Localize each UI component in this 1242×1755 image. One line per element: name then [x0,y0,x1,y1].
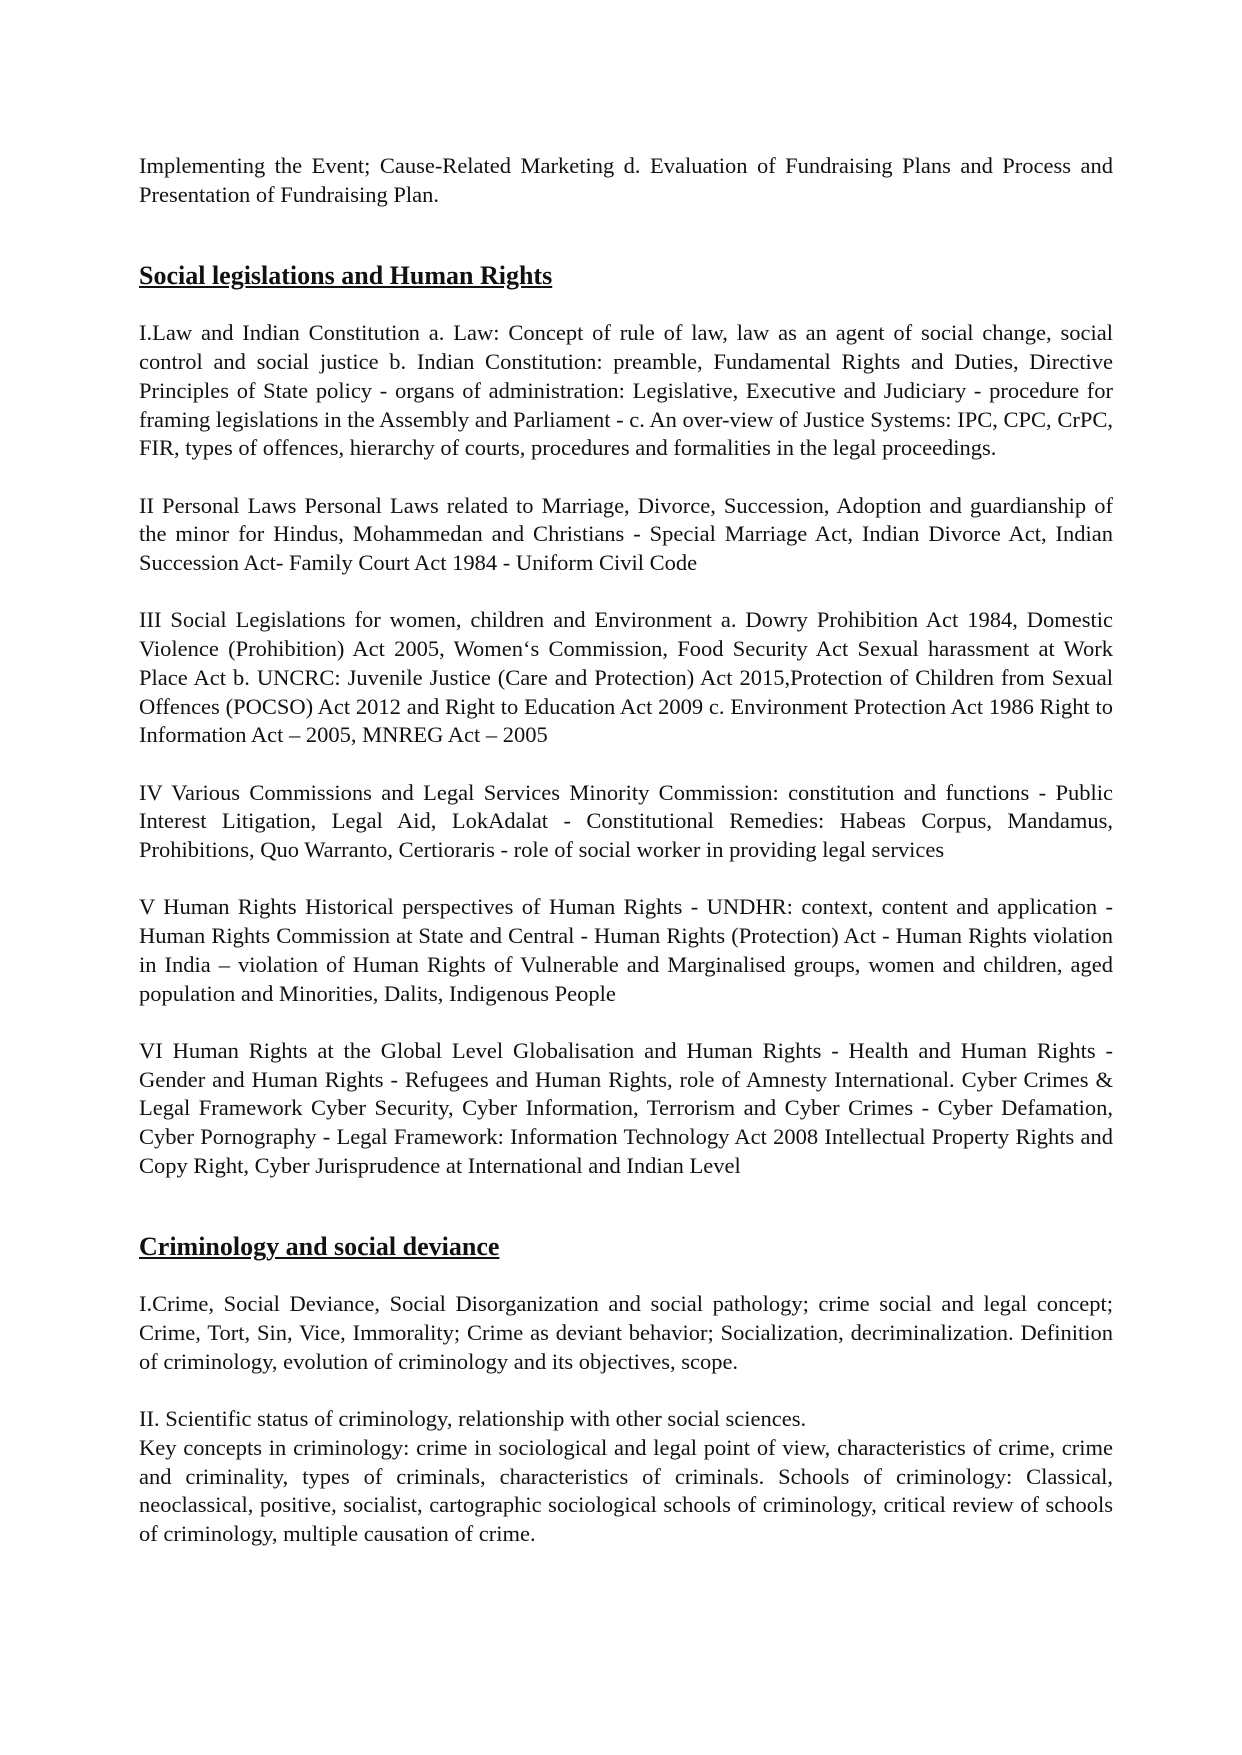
paragraph-key-concepts: Key concepts in criminology: crime in sociological and legal point of view, characteristics of crime, crime and criminality, types of criminals, characteristics of criminals. Schools of criminology: Classical, neoclassical, positive, socialist, cartographic sociological schools of criminology, critical review of schools of criminology, multiple causation of crime. [139,1434,1113,1547]
paragraph-human-rights: V Human Rights Historical perspectives of Human Rights - UNDHR: context, content and application - Human Rights Commission at State and Central - Human Rights (Protection) Act - Human Rights violation in India – violation of Human Rights of Vulnerable and Marginalised groups, women and children, aged population and Minorities, Dalits, Indigenous People [139,894,1113,1006]
paragraph-crime-deviance: I.Crime, Social Deviance, Social Disorganization and social pathology; crime social and legal concept; Crime, Tort, Sin, Vice, Immorality; Crime as deviant behavior; Socialization, decriminalization. Definition of criminology, evolution of criminology and its objectives, scope. [139,1291,1113,1374]
paragraph-law-constitution: I.Law and Indian Constitution a. Law: Concept of rule of law, law as an agent of social change, social control and social justice b. Indian Constitution: preamble, Fundamental Rights and Duties, Directive Principles of State policy - organs of administration: Legislative, Executive and Judiciary - procedure for framing legislations in the Assembly and Parliament - c. An over-view of Justice Systems: IPC, CPC, CrPC, FIR, types of offences, hierarchy of courts, procedures and formalities in the legal proceedings. [139,320,1113,461]
paragraph-personal-laws: II Personal Laws Personal Laws related to Marriage, Divorce, Succession, Adoption and guardianship of the minor for Hindus, Mohammedan and Christians - Special Marriage Act, Indian Divorce Act, Indian Succession Act- Family Court Act 1984 - Uniform Civil Code [139,492,1113,576]
document-page [139,152,1113,1549]
paragraph-social-legislations: III Social Legislations for women, children and Environment a. Dowry Prohibition Act 1984, Domestic Violence (Prohibition) Act 2005, Women‘s Commission, Food Security Act Sexual harassment at Work Place Act b. UNCRC: Juvenile Justice (Care and Protection) Act 2015,Protection of Children from Sexual Offences (POCSO) Act 2012 and Right to Education Act 2009 c. Environment Protection Act 1986 Right to Information Act – 2005, MNREG Act – 2005 [139,607,1113,748]
paragraph-global-human-rights: VI Human Rights at the Global Level Globalisation and Human Rights - Health and Human Rights - Gender and Human Rights - Refugees and Human Rights, role of Amnesty International. Cyber Crimes & Legal Framework Cyber Security, Cyber Information, Terrorism and Cyber Crimes - Cyber Defamation, Cyber Pornography - Legal Framework: Information Technology Act 2008 Intellectual Property Rights and Copy Right, Cyber Jurisprudence at International and Indian Level [139,1037,1113,1178]
paragraph-scientific-status: II. Scientific status of criminology, relationship with other social sciences. [139,1406,807,1432]
intro-paragraph: Implementing the Event; Cause-Related Marketing d. Evaluation of Fundraising Plans and Process and Presentation of Fundraising Plan. [139,153,1113,207]
section-heading-social-legislations: Social legislations and Human Rights [139,261,553,291]
paragraph-commissions: IV Various Commissions and Legal Services Minority Commission: constitution and functions - Public Interest Litigation, Legal Aid, LokAdalat - Constitutional Remedies: Habeas Corpus, Mandamus, Prohibitions, Quo Warranto, Certioraris - role of social worker in providing legal services [139,779,1113,863]
section-heading-criminology: Criminology and social deviance [139,1232,500,1262]
